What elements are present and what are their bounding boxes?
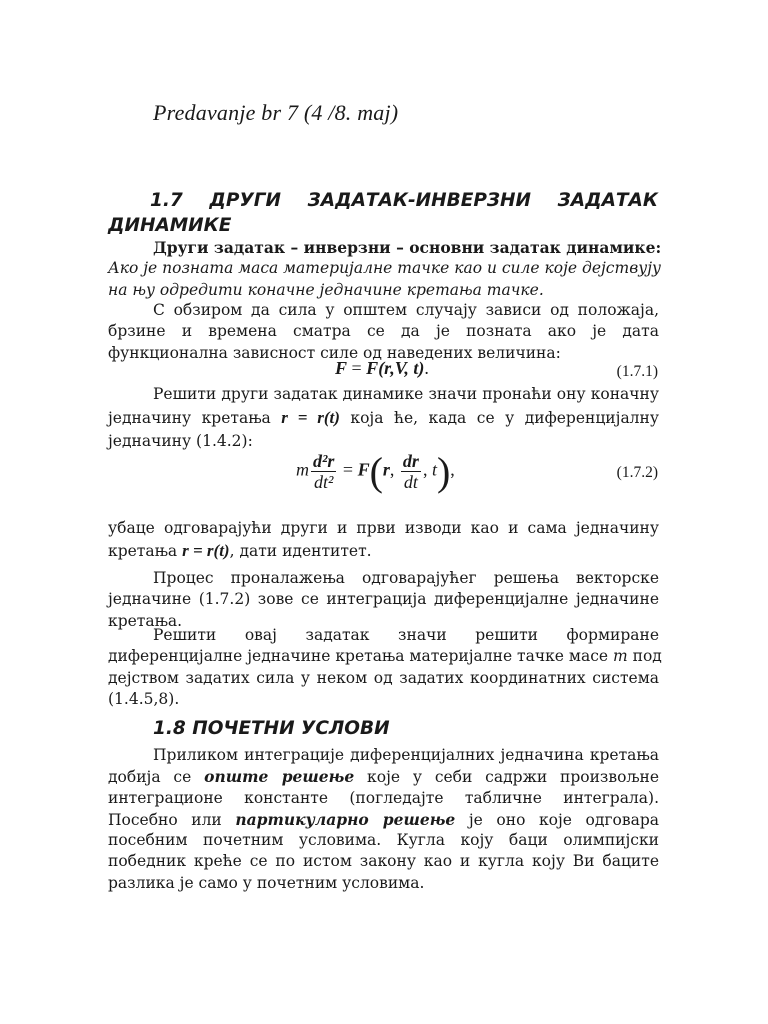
mass-symbol: m: [613, 647, 628, 666]
text-line: убаце одговарајући други и први изводи као и сама једначину: [108, 519, 659, 537]
fraction-numerator: dr: [402, 451, 419, 471]
section-heading-1-8: [153, 718, 390, 739]
key-term: партикуларно решење: [235, 809, 456, 829]
text-line-with-term: [108, 766, 659, 787]
eq-fraction: [311, 451, 336, 492]
text-line: кретања.: [108, 611, 183, 630]
eq-paren-left: (: [369, 449, 383, 494]
eq-func: F: [357, 459, 370, 480]
inline-equation: r = r(t): [182, 541, 230, 561]
section-heading-line1: [108, 188, 658, 213]
equation-1-7-1: F = F(r,V, t).: [335, 358, 429, 378]
text-line: С обзиром да сила у општем случају зависи од положаја,: [153, 301, 659, 319]
text-fragment: је оно које одговара: [468, 810, 659, 829]
paragraph-solve-task: [108, 625, 662, 710]
text-fragment: под: [632, 647, 662, 666]
key-term: опште решење: [204, 767, 355, 787]
section-number: 1.8: [153, 718, 186, 739]
lecture-title: Predavanje br 7 (4 /8. maj): [153, 100, 399, 125]
paragraph-force-dependence: [108, 300, 659, 364]
text-line: дејством задатих сила у неком од задатих координатних система: [108, 668, 659, 687]
fraction-numerator: d²r: [313, 451, 335, 471]
section-title: ПОЧЕТНИ УСЛОВИ: [192, 718, 390, 739]
text-line: победник креће се по истом закону као и кугла коју Ви баците: [108, 852, 659, 871]
paragraph-integration: [108, 568, 659, 632]
eq-paren-right: ): [436, 449, 451, 494]
section-heading-1-7: [108, 188, 658, 238]
definition-bold-line: Други задатак – инверзни – основни задатак динамике:: [153, 238, 662, 257]
text-fragment: које у себи садржи произвољне: [367, 768, 659, 787]
text-line: Решити други задатак динамике значи пронаћи ону коначну: [153, 385, 659, 403]
text-line: једначине (1.7.2) зове се интеграција диференцијалне једначине: [108, 590, 659, 609]
text-line: брзине и времена сматра се да је позната ако је дата: [108, 322, 659, 341]
text-line: посебним почетним условима. Кугла коју баци олимпијски: [108, 831, 659, 850]
definition-italic-line: на њу одредити коначне једначине кретања тачке.: [108, 280, 544, 299]
equation-number: (1.7.2): [616, 464, 658, 481]
section-number: 1.7: [150, 190, 183, 211]
text-line: интеграционе константе (погледајте табличне интеграла).: [108, 788, 659, 807]
paragraph-definition: [108, 237, 662, 301]
text-line: разлика је само у почетним условима.: [108, 873, 425, 892]
section-heading-line2: ДИНАМИКЕ: [108, 215, 232, 236]
text-fragment: добија се: [108, 768, 192, 787]
eq-fraction: [401, 451, 421, 492]
text-fragment: једначину кретања: [108, 409, 271, 428]
section-title-word: ДРУГИ: [209, 190, 281, 211]
text-line: Решити овај задатак значи решити формиране: [153, 626, 659, 644]
definition-italic-line: Ако је позната маса материјалне тачке као и силе које дејствују: [108, 259, 661, 278]
text-line: Процес проналажења одговарајућег решења векторске: [153, 569, 659, 587]
paragraph-second-task: [108, 384, 659, 453]
eq-lhs: F: [335, 358, 348, 378]
fraction-denominator: dt²: [314, 472, 334, 492]
section-title-word: ЗАДАТАК-ИНВЕРЗНИ: [307, 190, 532, 211]
eq-arg: r: [382, 459, 390, 480]
text-line: функционална зависност силе од наведених величина:: [108, 343, 561, 362]
eq-equals: =: [342, 459, 354, 480]
text-line: Приликом интеграције диференцијалних једначина кретања: [153, 746, 659, 764]
text-line: (1.4.5,8).: [108, 689, 180, 708]
text-line-with-term: [108, 809, 659, 830]
text-line: једначину (1.4.2):: [108, 432, 253, 451]
eq-mass: m: [296, 459, 309, 480]
text-fragment: , дати идентитет.: [229, 542, 372, 561]
section-title-word: ЗАДАТАК: [557, 190, 658, 211]
text-fragment: кретања: [108, 542, 178, 561]
text-line-with-eq: [108, 539, 659, 563]
eq-equals: =: [351, 358, 362, 378]
text-fragment: Посебно или: [108, 810, 222, 829]
text-line-with-eq: [108, 405, 659, 431]
eq-arg: t: [431, 459, 437, 480]
eq-args: (r,V, t): [378, 358, 425, 378]
text-line-with-mass: [108, 646, 662, 667]
eq-func: F: [366, 358, 379, 378]
equation-number: (1.7.1): [616, 363, 658, 380]
inline-equation: r = r(t): [281, 408, 340, 428]
fraction-denominator: dt: [403, 472, 418, 492]
paragraph-identity: [108, 518, 659, 563]
text-fragment: диференцијалне једначине кретања материјалне тачке масе: [108, 647, 609, 666]
paragraph-initial-conditions: [108, 745, 659, 894]
text-fragment: која ће, када се у диференцијалну: [350, 409, 659, 428]
equation-1-7-2: m $\frac{\text{d²r}}{\text{dt²}}$ = F(r, $\frac{dr}{dt}$ , t),: [296, 449, 455, 494]
